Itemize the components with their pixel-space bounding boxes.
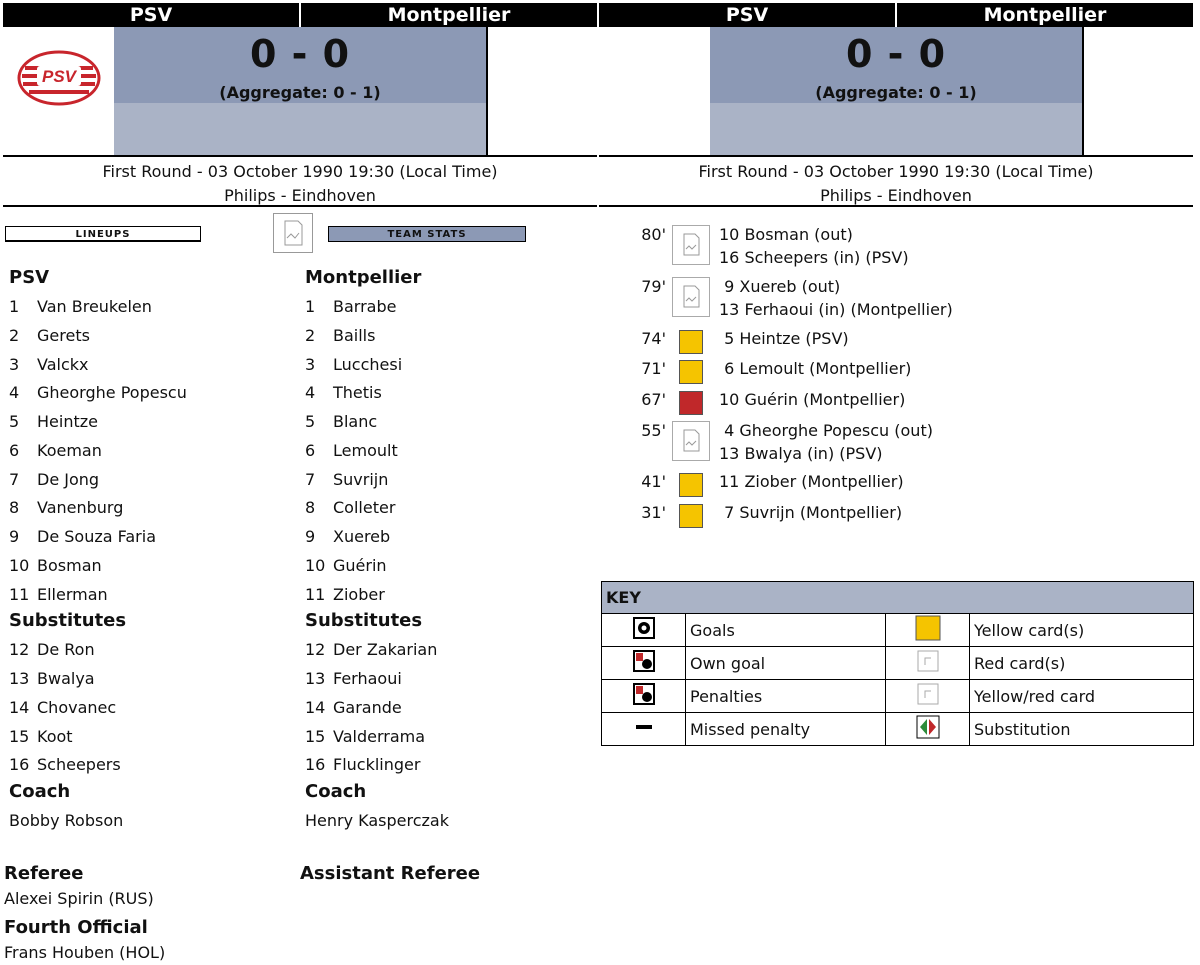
- player-row: [9, 466, 299, 495]
- player-name: De Souza Faria: [37, 527, 156, 546]
- player-row: [305, 694, 595, 723]
- substitution-icon: [672, 225, 710, 265]
- divider: [3, 205, 597, 207]
- match-score: 0 - 0: [249, 32, 351, 76]
- events-panel: [599, 0, 1193, 965]
- player-row: [9, 379, 299, 408]
- player-row: [305, 751, 595, 780]
- missed-penalty-icon: [602, 713, 686, 746]
- player-row: [9, 665, 299, 694]
- score-subbox: [114, 103, 486, 155]
- key-label: Yellow/red card: [970, 680, 1194, 713]
- player-name: Koot: [37, 726, 73, 746]
- event-text: 7 Suvrijn (Montpellier): [719, 503, 903, 522]
- player-name: Koeman: [37, 440, 102, 460]
- venue: Philips - Eindhoven: [224, 186, 376, 205]
- player-name: Barrabe: [333, 297, 397, 316]
- own-goal-icon: [602, 647, 686, 680]
- player-number: 15: [305, 726, 326, 746]
- event-minute: 31': [641, 503, 666, 522]
- player-number: 11: [9, 584, 30, 604]
- player-row: [305, 379, 595, 408]
- player-name: Vanenburg: [37, 498, 124, 518]
- player-name: Lucchesi: [333, 354, 403, 374]
- fourth-official-block: [4, 915, 165, 965]
- player-row: [305, 665, 595, 694]
- player-number: 3: [305, 354, 316, 374]
- red-card-icon: [886, 647, 970, 680]
- player-row: [9, 523, 299, 552]
- assistant-referee-block: [300, 861, 480, 887]
- team-header-bar: [599, 3, 1193, 27]
- home-lineup: [9, 266, 299, 835]
- goal-icon: [602, 614, 686, 647]
- player-name: Suvrijn: [333, 469, 389, 489]
- substitution-icon: [672, 277, 710, 317]
- player-name: Scheepers: [37, 755, 121, 775]
- divider: [599, 155, 1193, 157]
- red-card-icon: [679, 391, 703, 415]
- lineups-panel: [3, 0, 597, 965]
- key-label: Own goal: [686, 647, 886, 680]
- player-name: Baills: [333, 325, 376, 345]
- round-date: First Round - 03 October 1990 19:30 (Local Time): [698, 162, 1094, 181]
- player-name: Van Breukelen: [37, 297, 152, 316]
- player-row: [305, 466, 595, 495]
- yellow-card-icon: [679, 360, 703, 384]
- player-number: 6: [305, 440, 316, 460]
- player-row: [9, 494, 299, 523]
- key-label: Goals: [686, 614, 886, 647]
- player-number: 6: [9, 440, 20, 460]
- player-name: Colleter: [333, 498, 396, 518]
- event-minute: 71': [641, 359, 666, 378]
- fourth-official-label: Fourth Official: [4, 917, 148, 938]
- player-row: [305, 351, 595, 380]
- player-number: 12: [305, 640, 326, 660]
- player-number: 11: [305, 584, 326, 604]
- event-text: 16 Scheepers (in) (PSV): [719, 248, 909, 267]
- player-name: Blanc: [333, 412, 378, 431]
- fourth-official-name: Frans Houben (HOL): [4, 943, 166, 962]
- player-row: [9, 437, 299, 466]
- assistant-referee-label: Assistant Referee: [300, 863, 481, 884]
- tab-lineups[interactable]: LINEUPS: [5, 226, 201, 242]
- player-row: [9, 351, 299, 380]
- psv-logo: [17, 50, 101, 106]
- player-row: [9, 694, 299, 723]
- player-number: 16: [9, 755, 30, 775]
- tab-team-stats[interactable]: TEAM STATS: [328, 226, 526, 242]
- player-row: [9, 581, 299, 610]
- aggregate-score: (Aggregate: 0 - 1): [219, 83, 381, 102]
- key-row: [602, 713, 1194, 746]
- event-minute: 41': [641, 472, 666, 491]
- player-name: Bosman: [37, 555, 102, 575]
- player-number: 13: [305, 669, 326, 688]
- event-text: 5 Heintze (PSV): [719, 329, 849, 348]
- referee-block: [4, 861, 154, 911]
- match-info: [3, 160, 597, 208]
- player-number: 14: [9, 697, 30, 717]
- event-minute: 79': [641, 277, 666, 296]
- round-date: First Round - 03 October 1990 19:30 (Local Time): [102, 162, 498, 181]
- home-coach: Bobby Robson: [9, 811, 124, 830]
- away-team-name: Montpellier: [897, 3, 1193, 27]
- player-row: [305, 581, 595, 610]
- player-name: Gheorghe Popescu: [37, 383, 187, 403]
- yellow-card-icon: [679, 473, 703, 497]
- event-minute: 74': [641, 329, 666, 348]
- player-row: [305, 494, 595, 523]
- away-coach-title: Coach: [305, 781, 367, 802]
- player-number: 12: [9, 640, 30, 660]
- key-label: Red card(s): [970, 647, 1194, 680]
- key-label: Substitution: [970, 713, 1194, 746]
- player-row: [305, 293, 595, 322]
- home-team-name: PSV: [599, 3, 895, 27]
- svg-text:PSV: PSV: [41, 67, 77, 86]
- player-number: 1: [305, 297, 316, 316]
- player-name: Thetis: [333, 383, 382, 403]
- substitution-icon: [886, 713, 970, 746]
- referee-name: Alexei Spirin (RUS): [4, 889, 154, 908]
- event-text: 4 Gheorghe Popescu (out): [719, 421, 933, 440]
- player-number: 4: [9, 383, 20, 403]
- key-row: [602, 614, 1194, 647]
- player-row: [9, 322, 299, 351]
- player-name: Valderrama: [333, 726, 426, 746]
- player-name: De Ron: [37, 640, 95, 660]
- yellow-card-icon: [679, 330, 703, 354]
- player-number: 2: [305, 325, 316, 345]
- player-number: 10: [9, 555, 30, 575]
- away-lineup: [305, 266, 595, 835]
- player-name: Guérin: [333, 555, 387, 575]
- player-name: Ellerman: [37, 584, 108, 604]
- match-score: 0 - 0: [845, 32, 947, 76]
- player-number: 13: [9, 669, 30, 688]
- player-number: 10: [305, 555, 326, 575]
- player-row: [305, 523, 595, 552]
- image-placeholder-icon: [273, 213, 313, 253]
- player-name: Ferhaoui: [333, 669, 402, 688]
- player-row: [305, 723, 595, 752]
- player-number: 5: [305, 412, 316, 431]
- player-row: [305, 322, 595, 351]
- player-number: 3: [9, 354, 20, 374]
- player-name: Xuereb: [333, 527, 391, 546]
- player-number: 9: [9, 527, 20, 546]
- event-minute: 80': [641, 225, 666, 244]
- player-name: Bwalya: [37, 669, 95, 688]
- match-info: [599, 160, 1193, 208]
- player-number: 15: [9, 726, 30, 746]
- yellow-card-icon: [886, 614, 970, 647]
- player-number: 14: [305, 697, 326, 717]
- divider: [599, 205, 1193, 207]
- home-lineup-title: PSV: [9, 267, 50, 288]
- player-row: [305, 552, 595, 581]
- key-row: [602, 647, 1194, 680]
- divider: [486, 27, 488, 155]
- event-text: 9 Xuereb (out): [719, 277, 841, 296]
- event-minute: 55': [641, 421, 666, 440]
- referee-label: Referee: [4, 863, 84, 884]
- player-number: 5: [9, 412, 20, 431]
- event-text: 10 Bosman (out): [719, 225, 853, 244]
- key-label: Yellow card(s): [970, 614, 1194, 647]
- player-row: [9, 751, 299, 780]
- penalty-icon: [602, 680, 686, 713]
- event-text: 13 Ferhaoui (in) (Montpellier): [719, 300, 953, 319]
- event-text: 10 Guérin (Montpellier): [719, 390, 906, 409]
- player-name: Ziober: [333, 584, 385, 604]
- yellow-red-card-icon: [886, 680, 970, 713]
- venue: Philips - Eindhoven: [820, 186, 972, 205]
- player-number: 16: [305, 755, 326, 775]
- divider: [3, 155, 597, 157]
- event-text: 6 Lemoult (Montpellier): [719, 359, 912, 378]
- player-number: 7: [9, 469, 20, 489]
- player-name: Gerets: [37, 325, 90, 345]
- player-number: 4: [305, 383, 316, 403]
- score-box: [710, 27, 1082, 103]
- player-row: [9, 636, 299, 665]
- player-row: [305, 408, 595, 437]
- away-team-name: Montpellier: [301, 3, 597, 27]
- event-minute: 67': [641, 390, 666, 409]
- team-header-bar: [3, 3, 597, 27]
- player-number: 9: [305, 527, 316, 546]
- key-table: [601, 581, 1194, 746]
- player-row: [9, 408, 299, 437]
- aggregate-score: (Aggregate: 0 - 1): [815, 83, 977, 102]
- player-name: Chovanec: [37, 697, 117, 717]
- player-row: [305, 437, 595, 466]
- player-row: [9, 552, 299, 581]
- score-box: [114, 27, 486, 103]
- away-subs-title: Substitutes: [305, 610, 423, 632]
- key-title: KEY: [602, 582, 1194, 614]
- home-subs-title: Substitutes: [9, 610, 127, 632]
- player-name: Garande: [333, 697, 402, 717]
- player-name: Heintze: [37, 412, 98, 431]
- away-coach: Henry Kasperczak: [305, 811, 449, 830]
- player-row: [305, 636, 595, 665]
- away-lineup-title: Montpellier: [305, 267, 422, 288]
- event-text: 11 Ziober (Montpellier): [719, 472, 904, 491]
- player-row: [9, 723, 299, 752]
- key-label: Penalties: [686, 680, 886, 713]
- player-name: Flucklinger: [333, 755, 421, 775]
- player-number: 2: [9, 325, 20, 345]
- player-number: 7: [305, 469, 316, 489]
- home-team-name: PSV: [3, 3, 299, 27]
- player-number: 8: [9, 498, 20, 518]
- score-subbox: [710, 103, 1082, 155]
- player-row: [9, 293, 299, 322]
- player-name: Lemoult: [333, 440, 398, 460]
- player-name: Valckx: [37, 354, 89, 374]
- player-name: De Jong: [37, 469, 100, 489]
- player-name: Der Zakarian: [333, 640, 438, 660]
- event-text: 13 Bwalya (in) (PSV): [719, 444, 883, 463]
- key-row: [602, 680, 1194, 713]
- player-number: 1: [9, 297, 20, 316]
- substitution-icon: [672, 421, 710, 461]
- yellow-card-icon: [679, 504, 703, 528]
- player-number: 8: [305, 498, 316, 518]
- key-label: Missed penalty: [686, 713, 886, 746]
- divider: [1082, 27, 1084, 155]
- home-coach-title: Coach: [9, 781, 71, 802]
